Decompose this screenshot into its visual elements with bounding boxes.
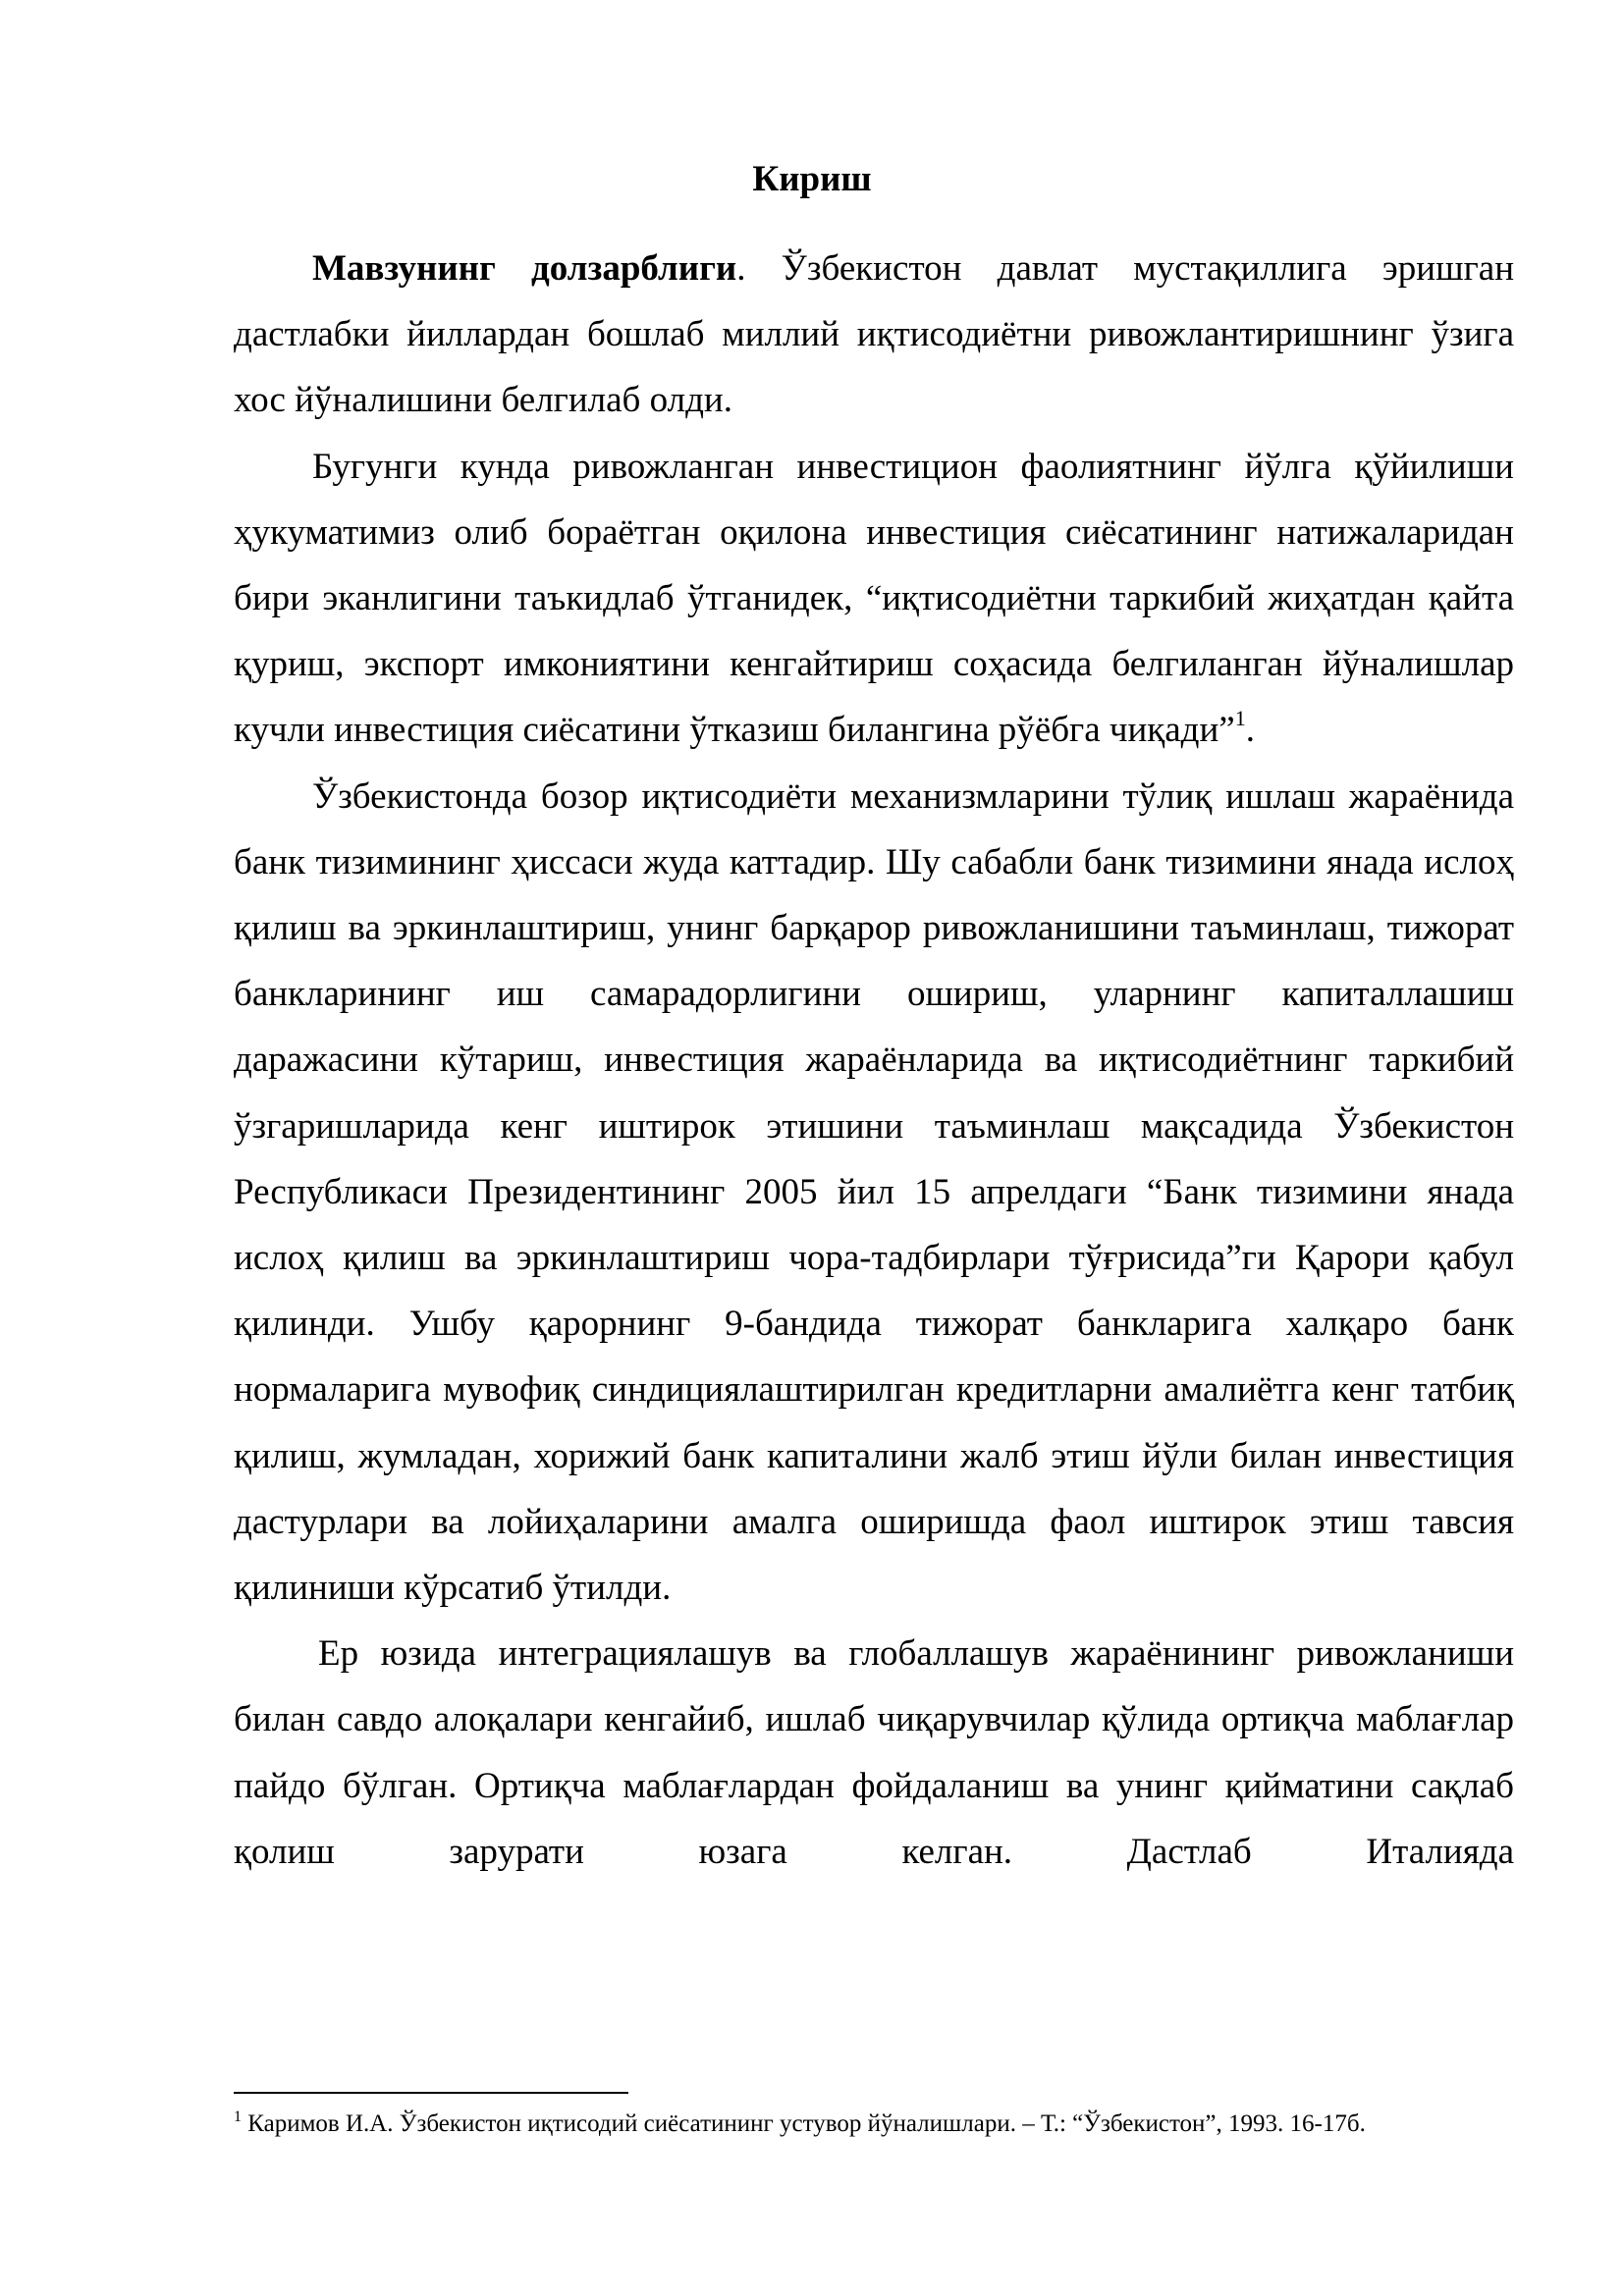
paragraph-text: Бугунги кунда ривожланган инвестицион фаолиятнинг йўлга қўйилиши ҳукуматимиз олиб бораётган оқилона инвестиция сиёсатининг натижаларидан бири эканлигини таъкидлаб ўтганидек, “иқтисодиётни таркибий жиҳатдан қайта қуриш, экспорт имкониятини кенгайтириш соҳасида белгиланган йўналишлар кучли инвестиция сиёсатини ўтказиш билангина рўёбга чиқади” bbox=[234, 446, 1514, 751]
paragraph-integration bbox=[234, 1621, 1514, 1885]
paragraph-text: Ўзбекистонда бозор иқтисодиёти механизмларини тўлиқ ишлаш жараёнида банк тизимининг ҳиссаси жуда каттадир. Шу сабабли банк тизимини янада ислоҳ қилиш ва эркинлаштириш, унинг барқарор ривожланишини таъминлаш, тижорат банкларининг иш самарадорлигини ошириш, уларнинг капиталлашиш даражасини кўтариш, инвестиция жараёнларида ва иқтисодиётнинг таркибий ўзгаришларида кенг иштирок этишини таъминлаш мақсадида Ўзбекистон Республикаси Президентининг 2005 йил 15 апрелдаги “Банк тизимини янада ислоҳ қилиш ва эркинлаштириш чора-тадбирлари тўғрисида”ги Қарори қабул қилинди. Ушбу қарорнинг 9-бандида тижорат банкларига халқаро банк нормаларига мувофиқ синдициялаштирилган кредитларни амалиётга кенг татбиқ қилиш, жумладан, хорижий банк капиталини жалб этиш йўли билан инвестиция дастурлари ва лойиҳаларини амалга оширишда фаол иштирок этиш тавсия қилиниши кўрсатиб ўтилди. bbox=[234, 775, 1514, 1609]
page-title: Кириш bbox=[752, 159, 872, 199]
body-text bbox=[234, 236, 1514, 1885]
footnote-divider bbox=[234, 2092, 628, 2094]
footnote-text: Каримов И.А. Ўзбекистон иқтисодий сиёсатининг устувор йўналишлари. – Т.: “Ўзбекистон”, 1993. 16-17б. bbox=[242, 2110, 1366, 2137]
relevance-heading: Мавзунинг долзарблиги bbox=[312, 248, 737, 289]
paragraph-relevance bbox=[234, 236, 1514, 434]
paragraph-investment bbox=[234, 434, 1514, 764]
footnote-number: 1 bbox=[234, 2109, 242, 2125]
paragraph-banking bbox=[234, 764, 1514, 1622]
paragraph-text: Ер юзида интеграциялашув ва глобаллашув жараёнининг ривожланиши билан савдо алоқалари кенгайиб, ишлаб чиқарувчилар қўлида ортиқча маблағлар пайдо бўлган. Ортиқча маблағлардан фойдаланиш ва унинг қийматини сақлаб қолиш зарурати юзага келган. Дастлаб Италияда bbox=[234, 1633, 1514, 1872]
paragraph-end: . bbox=[1245, 710, 1255, 751]
paragraph-text: . Ўзбекистон давлат мустақиллига эришган дастлабки йиллардан бошлаб миллий иқтисодиётни ривожлантиришнинг ўзига хос йўналишини белгилаб олди. bbox=[234, 248, 1515, 421]
footnote-ref: 1 bbox=[1234, 706, 1246, 731]
footnote bbox=[234, 2108, 1520, 2141]
